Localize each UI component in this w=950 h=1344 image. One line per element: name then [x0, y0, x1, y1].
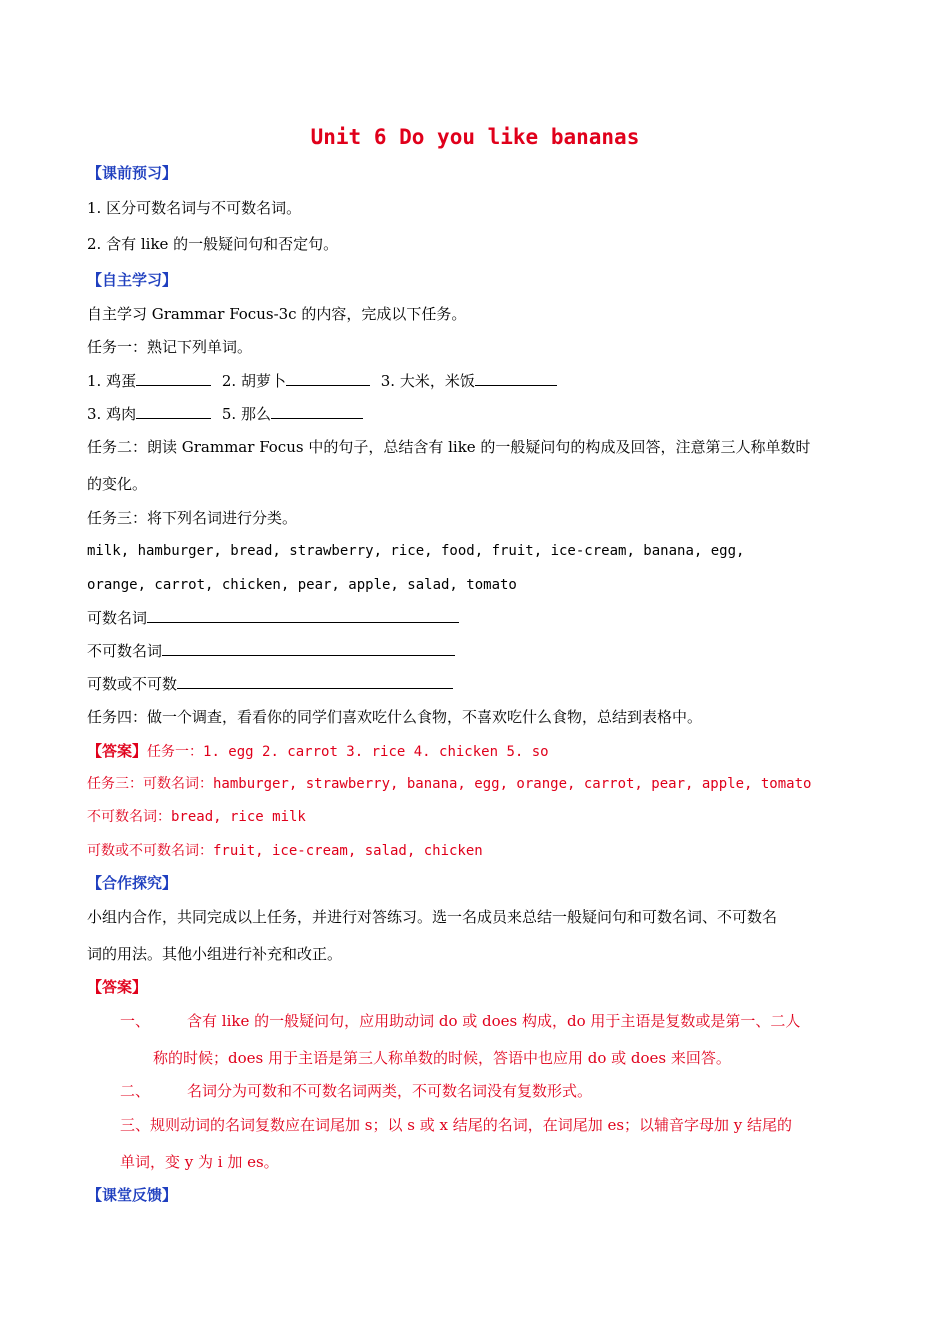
category-label: 可数名词 — [87, 609, 148, 627]
answer2-item1-line-1: 含有 like 的一般疑问句，应用助动词 do 或 does 构成，do 用于主语是复数或是第一、二人 — [187, 1012, 801, 1030]
task1-word-chicken: 3. 鸡肉 — [87, 405, 137, 423]
task2-line-1: 任务二：朗读 Grammar Focus 中的句子，总结含有 like 的一般疑问句的构成及回答，注意第三人称单数时 — [87, 438, 811, 456]
answer2-item3-line-1: 三、规则动词的名词复数应在词尾加 s；以 s 或 x 结尾的名词，在词尾加 es；以辅音字母加 y 结尾的 — [120, 1116, 793, 1134]
self-study-intro: 自主学习 Grammar Focus-3c 的内容，完成以下任务。 — [87, 305, 467, 323]
answer-blank[interactable] — [271, 403, 363, 419]
answer-text: 任务一：1. egg 2. carrot 3. rice 4. chicken 5. so — [147, 744, 549, 760]
section-heading-self-study: 【自主学习】 — [87, 271, 178, 289]
answer2-item2-number: 二、 — [120, 1082, 151, 1100]
category-countable — [87, 607, 459, 628]
task1-word-egg: 1. 鸡蛋 — [87, 372, 137, 390]
task4: 任务四：做一个调查，看看你的同学们喜欢吃什么食物，不喜欢吃什么食物，总结到表格中。 — [87, 708, 703, 726]
answer2-label: 【答案】 — [87, 978, 148, 996]
task1-word-rice: 3. 大米，米饭 — [380, 372, 475, 390]
word-list-line-1: milk, hamburger, bread, strawberry, rice, food, fruit, ice-cream, banana, egg, — [87, 543, 745, 559]
section-heading-preview: 【课前预习】 — [87, 164, 178, 182]
answer1-line-4: 可数或不可数名词：fruit, ice-cream, salad, chicken — [87, 843, 483, 859]
answer1-line-3: 不可数名词：bread, rice milk — [87, 809, 306, 825]
word-list-line-2: orange, carrot, chicken, pear, apple, salad, tomato — [87, 577, 517, 593]
coop-line-2: 词的用法。其他小组进行补充和改正。 — [87, 945, 343, 963]
document-title: Unit 6 Do you like bananas — [310, 125, 640, 149]
coop-line-1: 小组内合作，共同完成以上任务，并进行对答练习。选一名成员来总结一般疑问句和可数名词、不可数名 — [87, 908, 778, 926]
task2-line-2: 的变化。 — [87, 475, 148, 493]
answer2-item2-line-1: 名词分为可数和不可数名词两类，不可数名词没有复数形式。 — [187, 1082, 593, 1100]
answer1-line-2: 任务三：可数名词：hamburger, strawberry, banana, egg, orange, carrot, pear, apple, tomato — [87, 776, 812, 792]
category-label: 不可数名词 — [87, 642, 163, 660]
task1-row-2 — [87, 403, 363, 424]
answer-blank[interactable] — [136, 370, 211, 386]
preview-item-1: 1. 区分可数名词与不可数名词。 — [87, 199, 302, 217]
task1-row-1 — [87, 370, 557, 391]
answer-blank[interactable] — [177, 673, 453, 689]
answer2-item1-number: 一、 — [120, 1012, 151, 1030]
section-heading-coop: 【合作探究】 — [87, 874, 178, 892]
answer-blank[interactable] — [136, 403, 211, 419]
preview-item-2: 2. 含有 like 的一般疑问句和否定句。 — [87, 235, 339, 253]
category-both — [87, 673, 453, 694]
answer2-item3-line-2: 单词，变 y 为 i 加 es。 — [120, 1153, 279, 1171]
answer-label: 【答案】 — [87, 742, 148, 760]
task1-title: 任务一：熟记下列单词。 — [87, 338, 253, 356]
category-uncountable — [87, 640, 455, 661]
task1-word-carrot: 2. 胡萝卜 — [221, 372, 286, 390]
answer-blank[interactable] — [147, 607, 459, 623]
answer-blank[interactable] — [286, 370, 370, 386]
task1-word-so: 5. 那么 — [221, 405, 271, 423]
task3-title: 任务三：将下列名词进行分类。 — [87, 509, 298, 527]
answer2-item1-line-2: 称的时候；does 用于主语是第三人称单数的时候，答语中也应用 do 或 does 来回答。 — [153, 1049, 731, 1067]
answer-blank[interactable] — [162, 640, 455, 656]
answer1-line-1 — [87, 741, 549, 762]
category-label: 可数或不可数 — [87, 675, 178, 693]
answer-blank[interactable] — [475, 370, 557, 386]
section-heading-feedback: 【课堂反馈】 — [87, 1186, 178, 1204]
